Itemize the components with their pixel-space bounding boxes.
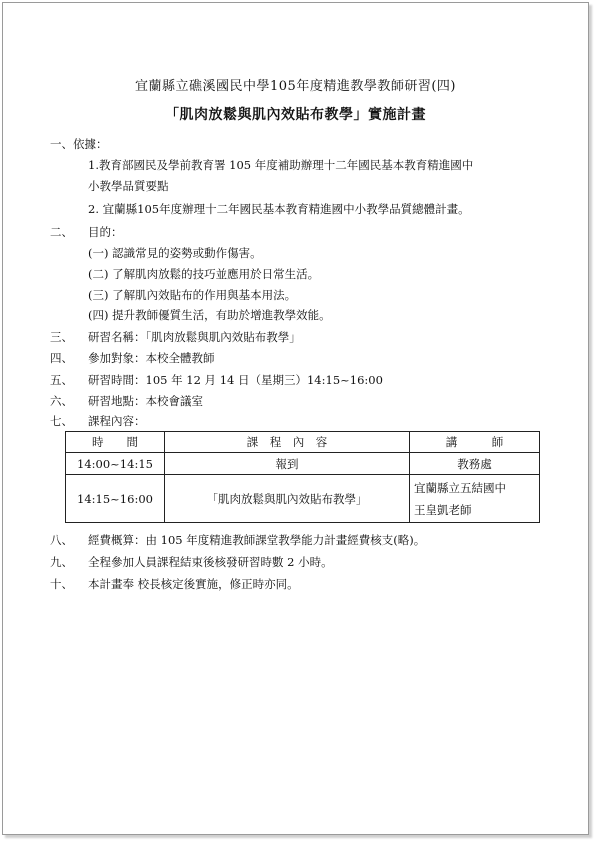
- section-time-number: 五、: [50, 373, 73, 387]
- table-row: [66, 475, 540, 523]
- row2-time: 14:15~16:00: [66, 475, 165, 523]
- row2-lecturer: [410, 475, 540, 523]
- document-page: [2, 2, 589, 835]
- basis-item-2: 2. 宜蘭縣105年度辦理十二年國民基本教育精進國中小教學品質總體計畫。: [88, 202, 470, 216]
- purpose-item-3: (三) 了解肌內效貼布的作用與基本用法。: [88, 288, 297, 302]
- schedule-table: [65, 431, 540, 523]
- header-lecturer: 講 師: [410, 432, 540, 453]
- section-budget-number: 八、: [50, 533, 73, 547]
- table-row: [66, 453, 540, 475]
- section-audience-number: 四、: [50, 351, 73, 365]
- purpose-item-1: (一) 認識常見的姿勢或動作傷害。: [88, 246, 262, 260]
- row1-time: 14:00~14:15: [66, 453, 165, 475]
- section-content-text: 課程內容：: [88, 414, 146, 428]
- plan-title: 「肌肉放鬆與肌內效貼布教學」實施計畫: [165, 107, 426, 123]
- section-basis-label: 一、依據：: [50, 137, 108, 151]
- section-audience-text: 參加對象：本校全體教師: [88, 351, 215, 365]
- section-name-number: 三、: [50, 330, 73, 344]
- basis-item-1-line-2: 小教學品質要點: [88, 179, 169, 193]
- purpose-item-2: (二) 了解肌肉放鬆的技巧並應用於日常生活。: [88, 267, 320, 281]
- section-place-text: 研習地點：本校會議室: [88, 394, 203, 408]
- section-budget-text: 經費概算：由 105 年度精進教師課堂教學能力計畫經費核支(略)。: [88, 533, 426, 547]
- purpose-item-4: (四) 提升教師優質生活，有助於增進教學效能。: [88, 308, 331, 322]
- section-purpose-label: 目的：: [88, 225, 123, 239]
- header-time: 時 間: [66, 432, 165, 453]
- section-time-text: 研習時間：105 年 12 月 14 日（星期三）14:15~16:00: [88, 373, 383, 387]
- row2-lecturer-school: 宜蘭縣立五結國中: [414, 480, 506, 495]
- header-course: 課 程 內 容: [165, 432, 410, 453]
- row2-lecturer-name: 王皇凱老師: [414, 502, 472, 517]
- section-hours-text: 全程參加人員課程結束後核發研習時數 2 小時。: [88, 555, 333, 569]
- section-approval-text: 本計畫奉 校長核定後實施，修正時亦同。: [88, 577, 299, 591]
- section-place-number: 六、: [50, 394, 73, 408]
- basis-item-1-line-1: 1.教育部國民及學前教育署 105 年度補助辦理十二年國民基本教育精進國中: [88, 158, 474, 172]
- row1-course: 報到: [165, 453, 410, 475]
- section-approval-number: 十、: [50, 577, 73, 591]
- section-content-number: 七、: [50, 414, 73, 428]
- section-hours-number: 九、: [50, 555, 73, 569]
- document-title: 宜蘭縣立礁溪國民中學105年度精進教學教師研習(四): [135, 79, 456, 94]
- section-name-text: 研習名稱：「肌肉放鬆與肌內效貼布教學」: [88, 330, 301, 344]
- row1-lecturer: 教務處: [410, 453, 540, 475]
- row2-course: 「肌肉放鬆與肌內效貼布教學」: [165, 475, 410, 523]
- table-header-row: [66, 432, 540, 453]
- section-purpose-number: 二、: [50, 225, 73, 239]
